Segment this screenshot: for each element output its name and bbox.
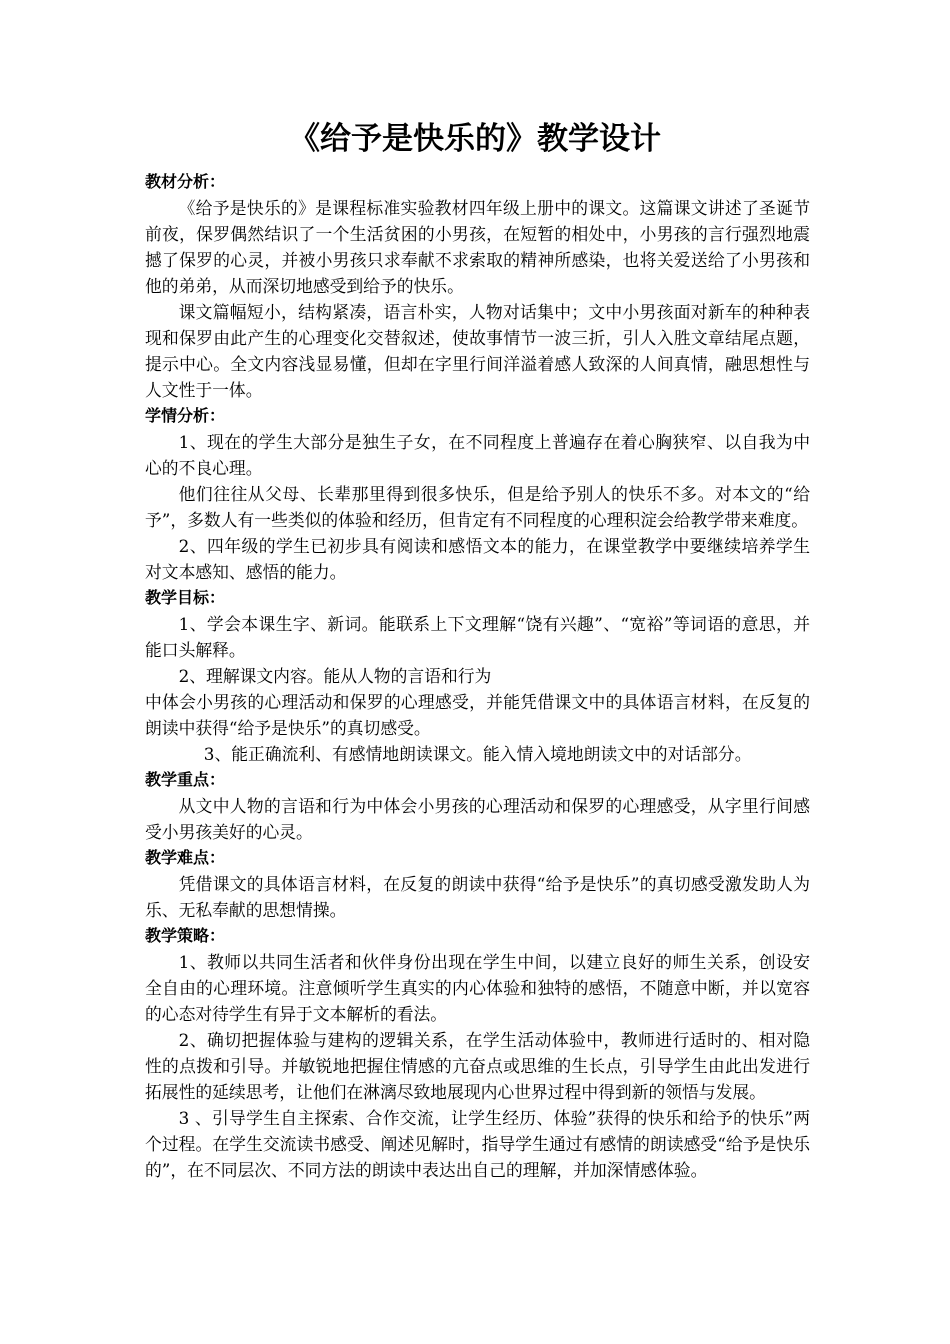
strategy-paragraph-1: 1、教师以共同生活者和伙伴身份出现在学生中间，以建立良好的师生关系，创设安全自由的心理环境。注意倾听学生真实的内心体验和独特的感悟，不随意中断，并以宽容的心态对待学生有异于文本解析的看法。 <box>145 952 810 1024</box>
section-heading-key: 教学重点： <box>145 770 226 789</box>
section-heading-materials: 教材分析： <box>145 172 226 191</box>
section-heading-students: 学情分析： <box>145 406 226 425</box>
section-heading-goals: 教学目标： <box>145 588 226 607</box>
goal-item-2-first-line: 2、理解课文内容。能从人物的言语和行为 <box>178 666 492 686</box>
students-paragraph-3: 2、四年级的学生已初步具有阅读和感悟文本的能力，在课堂教学中要继续培养学生对文本感知、感悟的能力。 <box>145 536 810 582</box>
goal-item-3: 3、能正确流利、有感情地朗读课文。能入情入境地朗读文中的对话部分。 <box>203 744 752 764</box>
materials-paragraph-2: 课文篇幅短小，结构紧凑，语言朴实，人物对话集中；文中小男孩面对新车的种种表现和保罗由此产生的心理变化交替叙述，使故事情节一波三折，引人入胜文章结尾点题，提示中心。全文内容浅显易懂，但却在字里行间洋溢着感人致深的人间真情，融思想性与人文性于一体。 <box>145 302 810 400</box>
section-heading-strategy: 教学策略： <box>145 926 226 945</box>
section-heading-difficulty: 教学难点： <box>145 848 226 867</box>
key-paragraph: 从文中人物的言语和行为中体会小男孩的心理活动和保罗的心理感受，从字里行间感受小男孩美好的心灵。 <box>145 796 810 842</box>
materials-paragraph-1: 《给予是快乐的》是课程标准实验教材四年级上册中的课文。这篇课文讲述了圣诞节前夜，保罗偶然结识了一个生活贫困的小男孩，在短暂的相处中，小男孩的言行强烈地震撼了保罗的心灵，并被小男孩只求奉献不求索取的精神所感染，也将关爱送给了小男孩和他的弟弟，从而深切地感受到给予的快乐。 <box>145 198 810 296</box>
strategy-paragraph-3: 3 、引导学生自主探索、合作交流，让学生经历、体验”获得的快乐和给予的快乐”两个过程。在学生交流读书感受、阐述见解时，指导学生通过有感情的朗读感受“给予是快乐的”，在不同层次、不同方法的朗读中表达出自己的理解，并加深情感体验。 <box>145 1108 810 1180</box>
goal-item-1: 1、学会本课生字、新词。能联系上下文理解“饶有兴趣”、“宽裕”等词语的意思，并能口头解释。 <box>145 614 810 660</box>
strategy-paragraph-2: 2、确切把握体验与建构的逻辑关系，在学生活动体验中，教师进行适时的、相对隐性的点拨和引导。并敏锐地把握住情感的亢奋点或思维的生长点，引导学生由此出发进行拓展性的延续思考，让他们在淋漓尽致地展现内心世界过程中得到新的领悟与发展。 <box>145 1030 810 1102</box>
students-paragraph-1: 1、现在的学生大部分是独生子女，在不同程度上普遍存在着心胸狭窄、以自我为中心的不良心理。 <box>145 432 810 478</box>
document-title: 《给予是快乐的》教学设计 <box>289 121 661 157</box>
difficulty-paragraph: 凭借课文的具体语言材料，在反复的朗读中获得“给予是快乐”的真切感受激发助人为乐、无私奉献的思想情操。 <box>145 874 810 920</box>
goal-item-2-continuation: 中体会小男孩的心理活动和保罗的心理感受，并能凭借课文中的具体语言材料，在反复的朗读中获得“给予是快乐”的真切感受。 <box>145 692 810 738</box>
document-body <box>145 169 810 1183</box>
students-paragraph-2: 他们往往从父母、长辈那里得到很多快乐，但是给予别人的快乐不多。对本文的“给予”，多数人有一些类似的体验和经历，但肯定有不同程度的心理积淀会给教学带来难度。 <box>145 484 810 530</box>
